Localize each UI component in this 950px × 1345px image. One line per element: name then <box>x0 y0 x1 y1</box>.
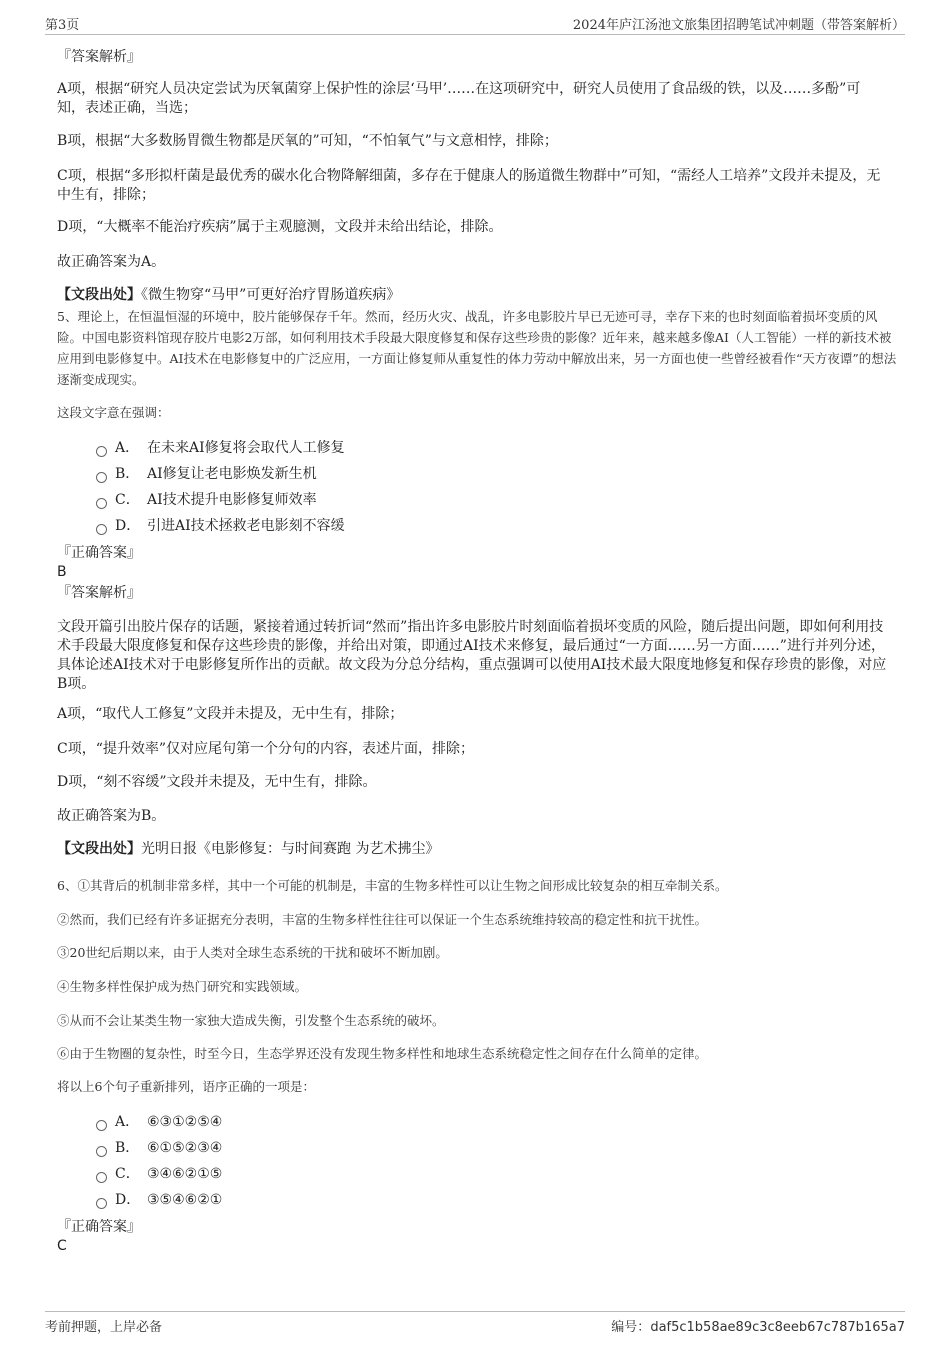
analysis-heading: 『答案解析』 <box>57 585 141 601</box>
question-6-sentence: ②然而，我们已经有许多证据充分表明，丰富的生物多样性往往可以保证一个生态系统维持较高的稳定性和抗干扰性。 <box>57 912 708 927</box>
radio-icon[interactable] <box>96 446 107 457</box>
q5-option-d[interactable]: D． 引进AI技术拯救老电影刻不容缓 <box>96 516 345 536</box>
footer-slogan: 考前押题，上岸必备 <box>45 1320 163 1335</box>
question-6-sentence: ③20世纪后期以来，由于人类对全球生态系统的干扰和破坏不断加剧。 <box>57 945 448 960</box>
question-5-prompt: 这段文字意在强调： <box>57 405 170 420</box>
analysis-heading: 『答案解析』 <box>57 49 141 65</box>
analysis-paragraph: C项，“提升效率”仅对应尾句第一个分句的内容，表述片面，排除； <box>57 741 475 757</box>
analysis-paragraph: A项，根据“研究人员决定尝试为厌氧菌穿上保护性的涂层‘马甲’……在这项研究中，研究人员使用了食品级的铁，以及……多酚”可知，表述正确，当选； <box>57 81 861 116</box>
page-number: 第3页 <box>45 18 80 33</box>
question-6-prompt: 将以上6个句子重新排列，语序正确的一项是： <box>57 1079 315 1094</box>
conclusion: 故正确答案为A。 <box>57 254 166 270</box>
question-6-sentence: 6、①其背后的机制非常多样，其中一个可能的机制是，丰富的生物多样性可以让生物之间形成比较复杂的相互牵制关系。 <box>57 878 728 893</box>
radio-icon[interactable] <box>96 1172 107 1183</box>
q5-option-c[interactable]: C． AI技术提升电影修复师效率 <box>96 490 317 510</box>
q5-option-a[interactable]: A． 在未来AI修复将会取代人工修复 <box>96 438 345 458</box>
question-6-sentence: ⑥由于生物圈的复杂性，时至今日，生态学界还没有发现生物多样性和地球生态系统稳定性之间存在什么简单的定律。 <box>57 1046 708 1061</box>
radio-icon[interactable] <box>96 1146 107 1157</box>
source-line <box>57 840 887 859</box>
q6-option-b[interactable]: B． ⑥①⑤②③④ <box>96 1138 222 1158</box>
question-5-text: 5、理论上，在恒温恒湿的环境中，胶片能够保存千年。然而，经历火灾、战乱，许多电影胶片早已无迹可寻，幸存下来的也时刻面临着损坏变质的风险。中国电影资料馆现存胶片电影2万部，如何利用技术手段最大限度修复和保存这些珍贵的影像？近年来，越来越多像AI（人工智能）一样的新技术被应用到电影修复中。AI技术在电影修复中的广泛应用，一方面让修复师从重复性的体力劳动中解放出来，另一方面也使一些曾经被看作“天方夜谭”的想法逐渐变成现实。 <box>57 309 897 387</box>
correct-answer: B <box>57 564 67 580</box>
source-text: 《微生物穿“马甲”可更好治疗胃肠道疾病》 <box>141 287 401 303</box>
source-text: 光明日报《电影修复：与时间赛跑 为艺术拂尘》 <box>141 841 440 857</box>
document-id: 编号：daf5c1b58ae89c3c8eeb67c787b165a7 <box>611 1320 905 1335</box>
q6-option-d[interactable]: D． ③⑤④⑥②① <box>96 1190 222 1210</box>
source-line <box>57 286 887 305</box>
q6-option-c[interactable]: C． ③④⑥②①⑤ <box>96 1164 222 1184</box>
source-label: 【文段出处】 <box>57 287 141 303</box>
radio-icon[interactable] <box>96 1198 107 1209</box>
question-6-sentence: ⑤从而不会让某类生物一家独大造成失衡，引发整个生态系统的破坏。 <box>57 1013 445 1028</box>
source-label: 【文段出处】 <box>57 841 141 857</box>
radio-icon[interactable] <box>96 472 107 483</box>
question-6-sentence: ④生物多样性保护成为热门研究和实践领域。 <box>57 979 308 994</box>
radio-icon[interactable] <box>96 524 107 535</box>
page-header <box>45 12 905 35</box>
analysis-paragraph: C项，根据“多形拟杆菌是最优秀的碳水化合物降解细菌，多存在于健康人的肠道微生物群中”可知，“需经人工培养”文段并未提及，无中生有，排除； <box>57 168 881 203</box>
analysis-paragraph: A项，“取代人工修复”文段并未提及，无中生有，排除； <box>57 706 404 722</box>
analysis-paragraph: D项，“大概率不能治疗疾病”属于主观臆测，文段并未给出结论，排除。 <box>57 219 503 235</box>
analysis-paragraph: B项，根据“大多数肠胃微生物都是厌氧的”可知，“不怕氧气”与文意相悖，排除； <box>57 133 558 149</box>
page-footer <box>45 1311 905 1338</box>
radio-icon[interactable] <box>96 1120 107 1131</box>
document-title: 2024年庐江汤池文旅集团招聘笔试冲刺题（带答案解析） <box>572 18 905 33</box>
radio-icon[interactable] <box>96 498 107 509</box>
answer-heading: 『正确答案』 <box>57 1219 141 1235</box>
analysis-paragraph: 文段开篇引出胶片保存的话题，紧接着通过转折词“然而”指出许多电影胶片时刻面临着损坏变质的风险，随后提出问题，即如何利用技术手段最大限度修复和保存这些珍贵的影像，并给出对策，即通过AI技术来修复，最后通过“一方面……另一方面……”进行并列分述，具体论述AI技术对于电影修复所作出的贡献。故文段为分总分结构，重点强调可以使用AI技术最大限度地修复和保存珍贵的影像，对应B项。 <box>57 619 887 692</box>
correct-answer: C <box>57 1238 67 1254</box>
conclusion: 故正确答案为B。 <box>57 808 166 824</box>
answer-heading: 『正确答案』 <box>57 545 141 561</box>
q5-option-b[interactable]: B． AI修复让老电影焕发新生机 <box>96 464 317 484</box>
q6-option-a[interactable]: A． ⑥③①②⑤④ <box>96 1112 222 1132</box>
analysis-paragraph: D项，“刻不容缓”文段并未提及，无中生有，排除。 <box>57 774 377 790</box>
